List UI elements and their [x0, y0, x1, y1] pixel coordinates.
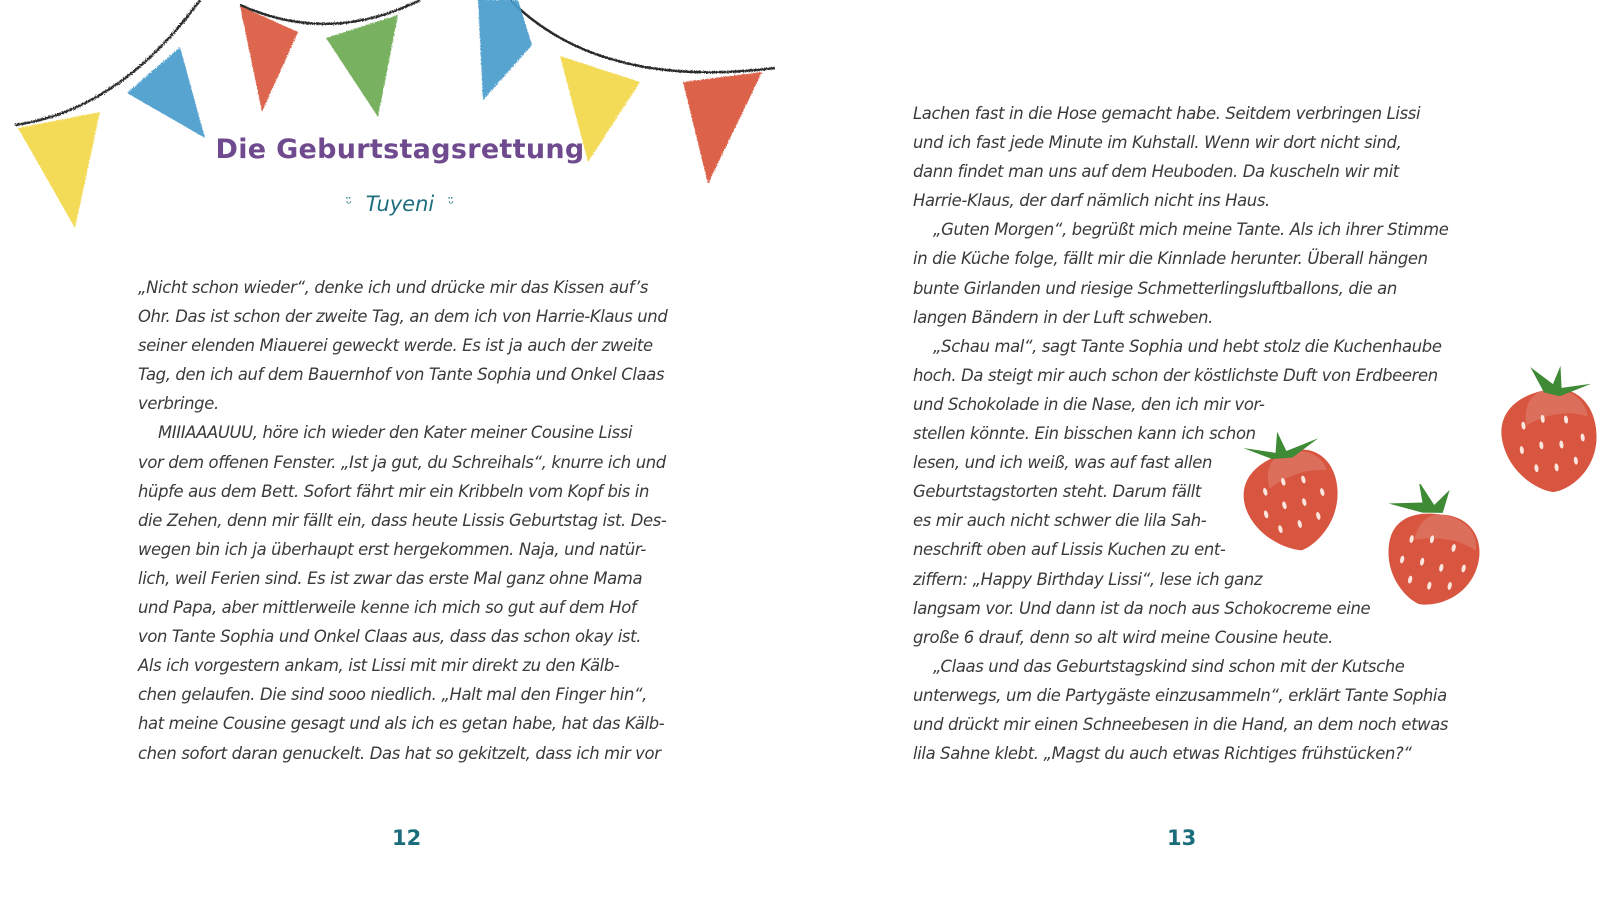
text-line: vor dem offenen Fenster. „Ist ja gut, du Schreihals“, knurre ich und [138, 452, 666, 472]
text-line: lich, weil Ferien sind. Es ist zwar das erste Mal ganz ohne Mama [138, 568, 643, 588]
text-line: lila Sahne klebt. „Magst du auch etwas Richtiges frühstücken?“ [913, 744, 1412, 764]
text-line: und drückt mir einen Schneebesen in die Hand, an dem noch etwas [913, 714, 1449, 734]
text-line: langen Bändern in der Luft schweben. [913, 307, 1214, 327]
text-line: wegen bin ich ja überhaupt erst hergekommen. Naja, und natür- [138, 539, 646, 559]
strawberry-icon [1232, 425, 1352, 555]
text-line: dann findet man uns auf dem Heuboden. Da kuscheln wir mit [913, 162, 1399, 182]
text-line: „Claas und das Geburtstagskind sind schon mit der Kutsche [933, 656, 1405, 676]
text-line: chen sofort daran genuckelt. Das hat so gekitzelt, dass ich mir vor [138, 743, 661, 763]
left-page-body [138, 273, 667, 768]
right-page-body [913, 99, 1449, 768]
author-byline [0, 192, 800, 216]
right-page [800, 0, 1600, 919]
text-line: Harrie-Klaus, der darf nämlich nicht ins Haus. [913, 191, 1270, 211]
text-line: „Schau mal“, sagt Tante Sophia und hebt stolz die Kuchenhaube [933, 336, 1442, 356]
page-number: 12 [392, 826, 422, 850]
text-line: und Schokolade in die Nase, den ich mir vor- [913, 394, 1265, 414]
text-line: hoch. Da steigt mir auch schon der köstlichste Duft von Erdbeeren [913, 365, 1438, 385]
text-line: Lachen fast in die Hose gemacht habe. Seitdem verbringen Lissi [913, 104, 1421, 123]
text-line: hat meine Cousine gesagt und als ich es getan habe, hat das Kälb- [138, 714, 665, 734]
author-name: Tuyeni [365, 192, 435, 216]
text-line: bunte Girlanden und riesige Schmetterlingsluftballons, die an [913, 278, 1397, 298]
strawberry-icon [1374, 484, 1494, 609]
text-line: Tag, den ich auf dem Bauernhof von Tante Sophia und Onkel Claas [138, 365, 665, 385]
text-line: Geburtstagstorten steht. Darum fällt [913, 482, 1202, 502]
text-line: MIIIAAAUUU, höre ich wieder den Kater meiner Cousine Lissi [158, 423, 633, 443]
text-line: Als ich vorgestern ankam, ist Lissi mit mir direkt zu den Kälb- [138, 656, 620, 676]
text-line: unterwegs, um die Partygäste einzusammeln“, erklärt Tante Sophia [913, 685, 1447, 705]
text-line: hüpfe aus dem Bett. Sofort fährt mir ein Kribbeln vom Kopf bis in [138, 481, 650, 501]
text-line: lesen, und ich weiß, was auf fast allen [913, 453, 1212, 473]
text-line: langsam vor. Und dann ist da noch aus Schokocreme eine [913, 598, 1371, 618]
text-line: und ich fast jede Minute im Kuhstall. Wenn wir dort nicht sind, [913, 133, 1402, 153]
text-line: ziffern: „Happy Birthday Lissi“, lese ich ganz [913, 569, 1263, 589]
text-line: chen gelaufen. Die sind sooo niedlich. „Halt mal den Finger hin“, [138, 685, 647, 705]
text-line: stellen könnte. Ein bisschen kann ich schon [913, 424, 1256, 444]
chapter-title: Die Geburtstagsrettung [215, 134, 585, 165]
text-line: es mir auch nicht schwer die lila Sah- [913, 511, 1207, 531]
text-line: neschrift oben auf Lissis Kuchen zu ent- [913, 540, 1226, 560]
text-line: große 6 drauf, denn so alt wird meine Cousine heute. [913, 627, 1334, 647]
ornament-icon: ᵕ̈ [448, 196, 455, 212]
text-line: die Zehen, denn mir fällt ein, dass heute Lissis Geburtstag ist. Des- [138, 510, 667, 530]
page-number: 13 [1167, 826, 1197, 850]
text-line: Ohr. Das ist schon der zweite Tag, an dem ich von Harrie-Klaus und [138, 307, 668, 327]
text-line: verbringe. [138, 394, 219, 414]
text-line: von Tante Sophia und Onkel Claas aus, dass das schon okay ist. [138, 627, 642, 647]
text-line: und Papa, aber mittlerweile kenne ich mich so gut auf dem Hof [138, 598, 637, 618]
ornament-icon: ᵕ̈ [345, 196, 352, 212]
strawberry-icon [1490, 360, 1600, 500]
text-line: „Nicht schon wieder“, denke ich und drücke mir das Kissen auf’s [138, 278, 649, 297]
text-line: in die Küche folge, fällt mir die Kinnlade herunter. Überall hängen [913, 249, 1428, 269]
text-line: seiner elenden Miauerei geweckt werde. Es ist ja auch der zweite [138, 336, 653, 356]
text-line: „Guten Morgen“, begrüßt mich meine Tante. Als ich ihrer Stimme [933, 220, 1449, 240]
